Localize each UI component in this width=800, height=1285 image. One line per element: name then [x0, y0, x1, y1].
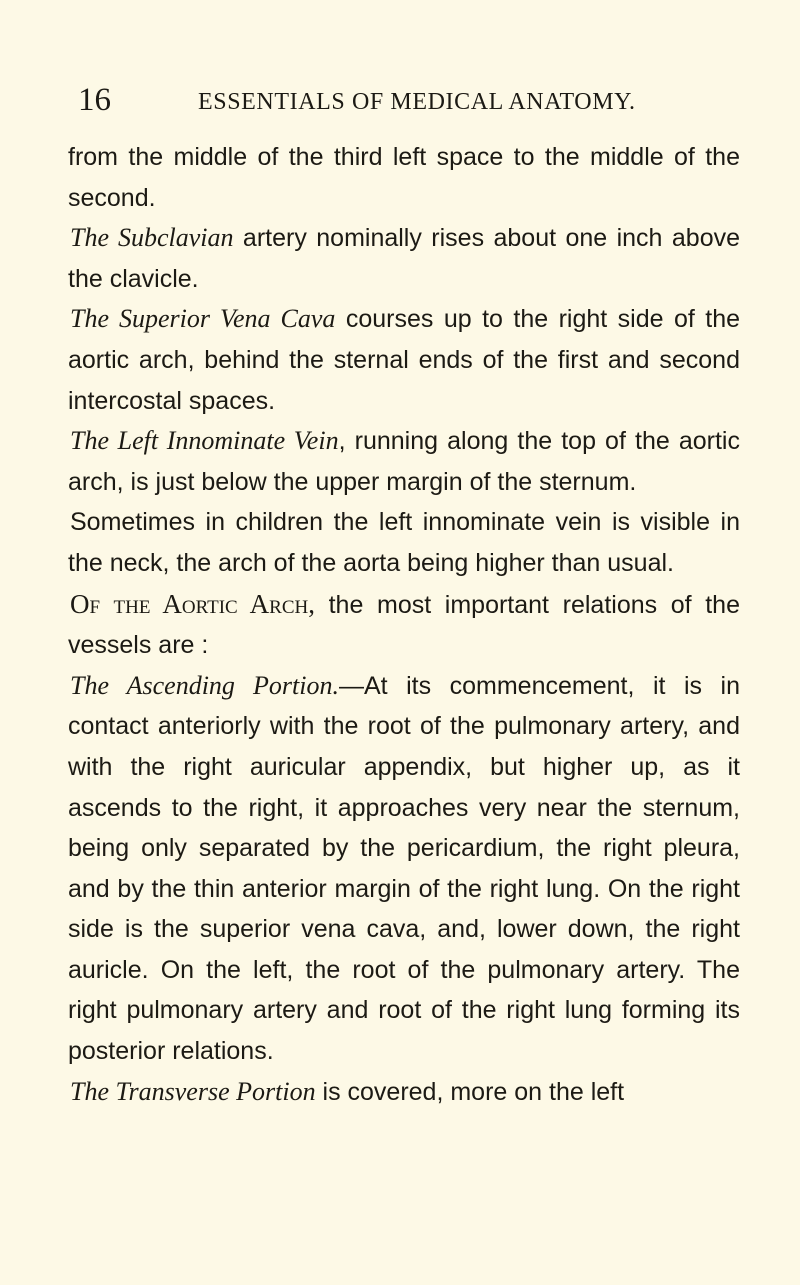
paragraph — [68, 502, 740, 583]
paragraph-text: is covered, more on the left — [315, 1077, 625, 1106]
body-text — [68, 137, 740, 1112]
paragraph-text: courses up to the right side of the aortic arch, behind the sternal ends of the first and second intercostal spaces. — [68, 305, 740, 415]
italic-heading: The Superior Vena Cava — [70, 304, 336, 334]
italic-heading: The Ascending Portion. — [70, 670, 339, 700]
paragraph-text: from the middle of the third left space to the middle of the second. — [68, 143, 740, 212]
paragraph — [68, 299, 740, 421]
paragraph — [68, 421, 740, 502]
paragraph — [68, 666, 740, 1072]
paragraph-text: the most important relations of the vessels are : — [68, 590, 740, 660]
paragraph — [68, 137, 740, 218]
paragraph-text: —At its commencement, it is in contact anteriorly with the root of the pulmonary artery, and with the right auricular appendix, but higher up, as it ascends to the right, it approaches very near the sternum, being only separated by the pericardium, the right pleura, and by the thin anterior margin of the right lung. On the right side is the superior vena cava, and, lower down, the right auricle. On the left, the root of the pulmonary artery. The right pulmonary artery and root of the right lung forming its posterior relations. — [68, 671, 741, 1066]
paragraph-text: Sometimes in children the left innominate vein is visible in the neck, the arch of the aorta being higher than usual. — [68, 508, 740, 577]
small-caps-heading: Of the Aortic Arch, — [70, 588, 315, 619]
italic-heading: The Left Innominate Vein — [70, 426, 339, 456]
paragraph-text: artery nominally rises about one inch above the clavicle. — [68, 224, 740, 293]
paragraph — [68, 218, 740, 299]
paragraph — [68, 1072, 740, 1113]
running-title: ESSENTIALS OF MEDICAL ANATOMY. — [198, 89, 636, 115]
paragraph — [68, 584, 740, 666]
running-head — [68, 70, 738, 118]
paragraph-text: , running along the top of the aortic arch, is just below the upper margin of the sternum. — [68, 427, 740, 496]
page-number: 16 — [78, 82, 111, 118]
italic-heading: The Transverse Portion — [70, 1076, 316, 1106]
italic-heading: The Subclavian — [70, 223, 234, 253]
